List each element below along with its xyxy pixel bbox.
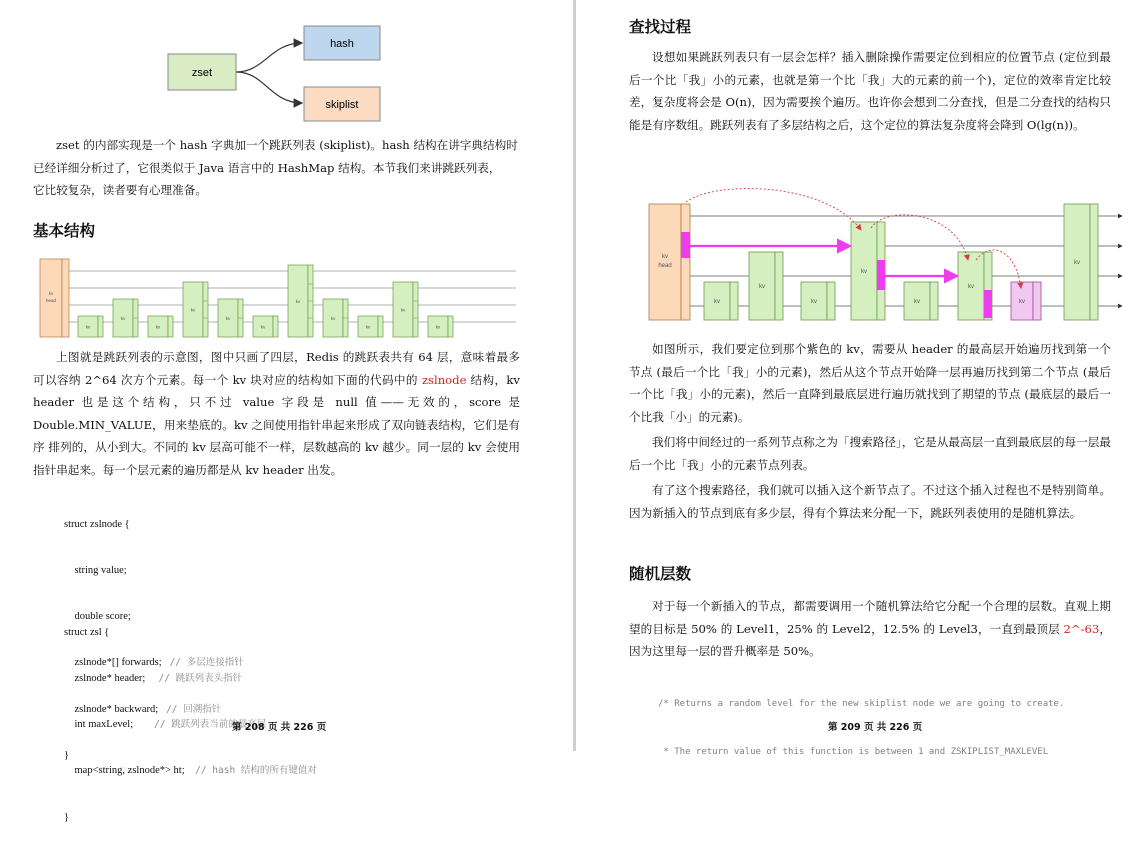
node-label: kv [861, 269, 867, 275]
search-path-paragraph: 我们将中间经过的一系列节点称之为「搜索路径」，它是从最高层一直到最底层的每一层最后一个比「我」小的元素节点列表。 [629, 435, 1111, 472]
node-label: kv [1019, 299, 1025, 305]
node-label: kv [400, 307, 406, 313]
node-label: kv [260, 324, 266, 330]
code-comment-line: * The return value of this function is between 1 and ZSKIPLIST_MAXLEVEL [658, 747, 1049, 757]
head-label: head [658, 263, 672, 269]
code-line: map<string, zslnode*> ht; // hash 结构的所有键值对 [64, 765, 317, 777]
right-page [576, 0, 1130, 757]
skiplist-description [33, 346, 520, 481]
node-label: kv [714, 299, 720, 305]
search-head [649, 204, 681, 320]
active-pointer [984, 290, 992, 318]
search-curve [871, 215, 968, 260]
code-line: zslnode* backward; // 回溯指针 [64, 703, 222, 715]
random-level-paragraph [629, 595, 1111, 663]
search-explanation-paragraph: 如图所示，我们要定位到那个紫色的 kv，需要从 header 的最高层开始遍历找到第一个节点 (最后一个比「我」小的元素)，然后从这个节点开始降一层再遍历找到第二个节点 (最后一个比「我」小的元素)，然后一直降到最底层进行遍历就找到了期望的节点 (最底层的最后一个比我「小」的元素)。 [629, 342, 1111, 424]
random-text-pre: 对于每一个新插入的节点，都需要调用一个随机算法给它分配一个合理的层数。直观上期望的目标是 50% 的 Level1，25% 的 Level2，12.5% 的 Level3，一直到最顶层 [629, 599, 1111, 636]
code-line: struct zsl { [64, 626, 110, 638]
code-line: string value; [64, 565, 127, 577]
node-label: kv [295, 299, 301, 304]
edge-zset-hash [236, 43, 302, 72]
search-node-pointers [775, 252, 783, 320]
intro-line-3: 它比较复杂，读者要有心理准备。 [33, 183, 207, 197]
edge-zset-skiplist [236, 72, 302, 103]
intro-paragraph [33, 134, 523, 202]
basic-structure-heading: 基本结构 [33, 222, 96, 240]
random-level-heading: 随机层数 [629, 565, 692, 583]
code-line: } [64, 749, 70, 761]
code-line: int maxLevel; // 跳跃列表当前的最高层 [64, 719, 267, 731]
node-label: kv [1074, 260, 1080, 266]
skiplist-node-pointers [448, 316, 453, 337]
node-label: kv [811, 299, 817, 305]
page-footer-right: 第 209 页 共 226 页 [828, 722, 923, 733]
search-head-pointers [681, 204, 690, 320]
node-label: kv [330, 316, 336, 321]
skiplist-node-pointers [378, 316, 383, 337]
node-label: kv [435, 324, 441, 330]
zset-diagram [160, 20, 400, 126]
node-label: kv [155, 324, 161, 330]
hash-node-label: hash [330, 38, 354, 50]
random-text-post: ，因为这里每一层的晋升概率是 50%。 [629, 621, 1111, 658]
node-label: kv [190, 307, 196, 313]
code-line: zslnode* header; // 跳跃列表头指针 [64, 673, 243, 685]
code-line: zslnode*[] forwards; // 多层连接指针 [64, 657, 244, 669]
node-label: kv [759, 284, 765, 290]
search-node-pointers [930, 282, 938, 320]
left-page [0, 0, 574, 823]
node-label: kv [225, 316, 231, 321]
skiplist-diagram [38, 255, 518, 341]
node-label: kv [85, 324, 91, 330]
insert-paragraph: 有了这个搜索路径，我们就可以插入这个新节点了。不过这个插入过程也不是特别简单。因为新插入的节点到底有多少层，得有个算法来分配一下，跳跃列表使用的是随机算法。 [629, 483, 1111, 520]
search-process-heading: 查找过程 [629, 18, 692, 36]
code-line: double score; [64, 611, 131, 623]
skiplist-node-label: skiplist [325, 99, 359, 111]
search-node-pointers [730, 282, 738, 320]
code-line: } [64, 811, 70, 823]
description-text-post: 结构，kv header 也是这个结构，只不过 value 字段是 null 值——无效的，score 是 Double.MIN_VALUE，用来垫底的。kv 之间使用指针串起来形成了双向链表结构，它们是有序 排列的，从小到大。不同的 kv 层高可能不一样，层数越高的 kv 越少。同一层的 kv 会使用指针串起来。每一个层元素的遍历都是从 kv header 出发。 [33, 372, 520, 477]
active-pointer [877, 260, 885, 290]
search-curve [686, 189, 861, 230]
code-line: struct zslnode { [64, 518, 130, 530]
search-path-diagram [646, 180, 1124, 330]
head-active-pointer [681, 232, 690, 258]
page-footer-left: 第 208 页 共 226 页 [232, 722, 327, 733]
intro-line-1: zset 的内部实现是一个 hash 字典加一个跳跃列表 (skiplist)。hash 结构在讲字典结构时 [56, 138, 518, 152]
search-intro-paragraph: 设想如果跳跃列表只有一层会怎样？插入删除操作需要定位到相应的位置节点 (定位到最后一个比「我」小的元素，也就是第一个比「我」大的元素的前一个)，定位的效率肯定比较差，复杂度将会是 O(n)，因为需要挨个遍历。也许你会想到二分查找，但是二分查找的结构只能是有序数组。跳跃列表有了多层结构之后，这个定位的算法复杂度将会降到 O(lg(n))。 [629, 50, 1111, 132]
node-label: kv [120, 316, 126, 321]
node-label: kv [968, 284, 974, 290]
skiplist-node-pointers [98, 316, 103, 337]
code-comment-line: /* Returns a random level for the new skiplist node we are going to create. [658, 699, 1065, 709]
zset-node-label: zset [191, 67, 213, 79]
description-text-pre: 上图就是跳跃列表的示意图，图中只画了四层，Redis 的跳跃表共有 64 层，意味着最多可以容纳 2^64 次方个元素。每一个 kv 块对应的结构如下面的代码中的 [33, 350, 520, 387]
head-label: kv [662, 254, 668, 260]
skiplist-node-pointers [203, 282, 208, 337]
search-node-pointers [827, 282, 835, 320]
search-node-pointers [1090, 204, 1098, 320]
skiplist-node-pointers [168, 316, 173, 337]
intro-line-2: 已经详细分析过了，它很类似于 Java 语言中的 HashMap 结构。本节我们来讲跳跃列表， [33, 160, 501, 175]
skiplist-node-pointers [273, 316, 278, 337]
search-node-pointers [1033, 282, 1041, 320]
node-label: kv [914, 299, 920, 305]
node-label: kv [365, 324, 371, 330]
head-label: kv [48, 291, 54, 296]
skiplist-node-pointers [413, 282, 418, 337]
zslnode-highlight: zslnode [421, 372, 467, 387]
head-label: head [45, 298, 57, 303]
probability-highlight: 2^-63 [1063, 621, 1100, 636]
skiplist-head-pointers [62, 259, 69, 337]
